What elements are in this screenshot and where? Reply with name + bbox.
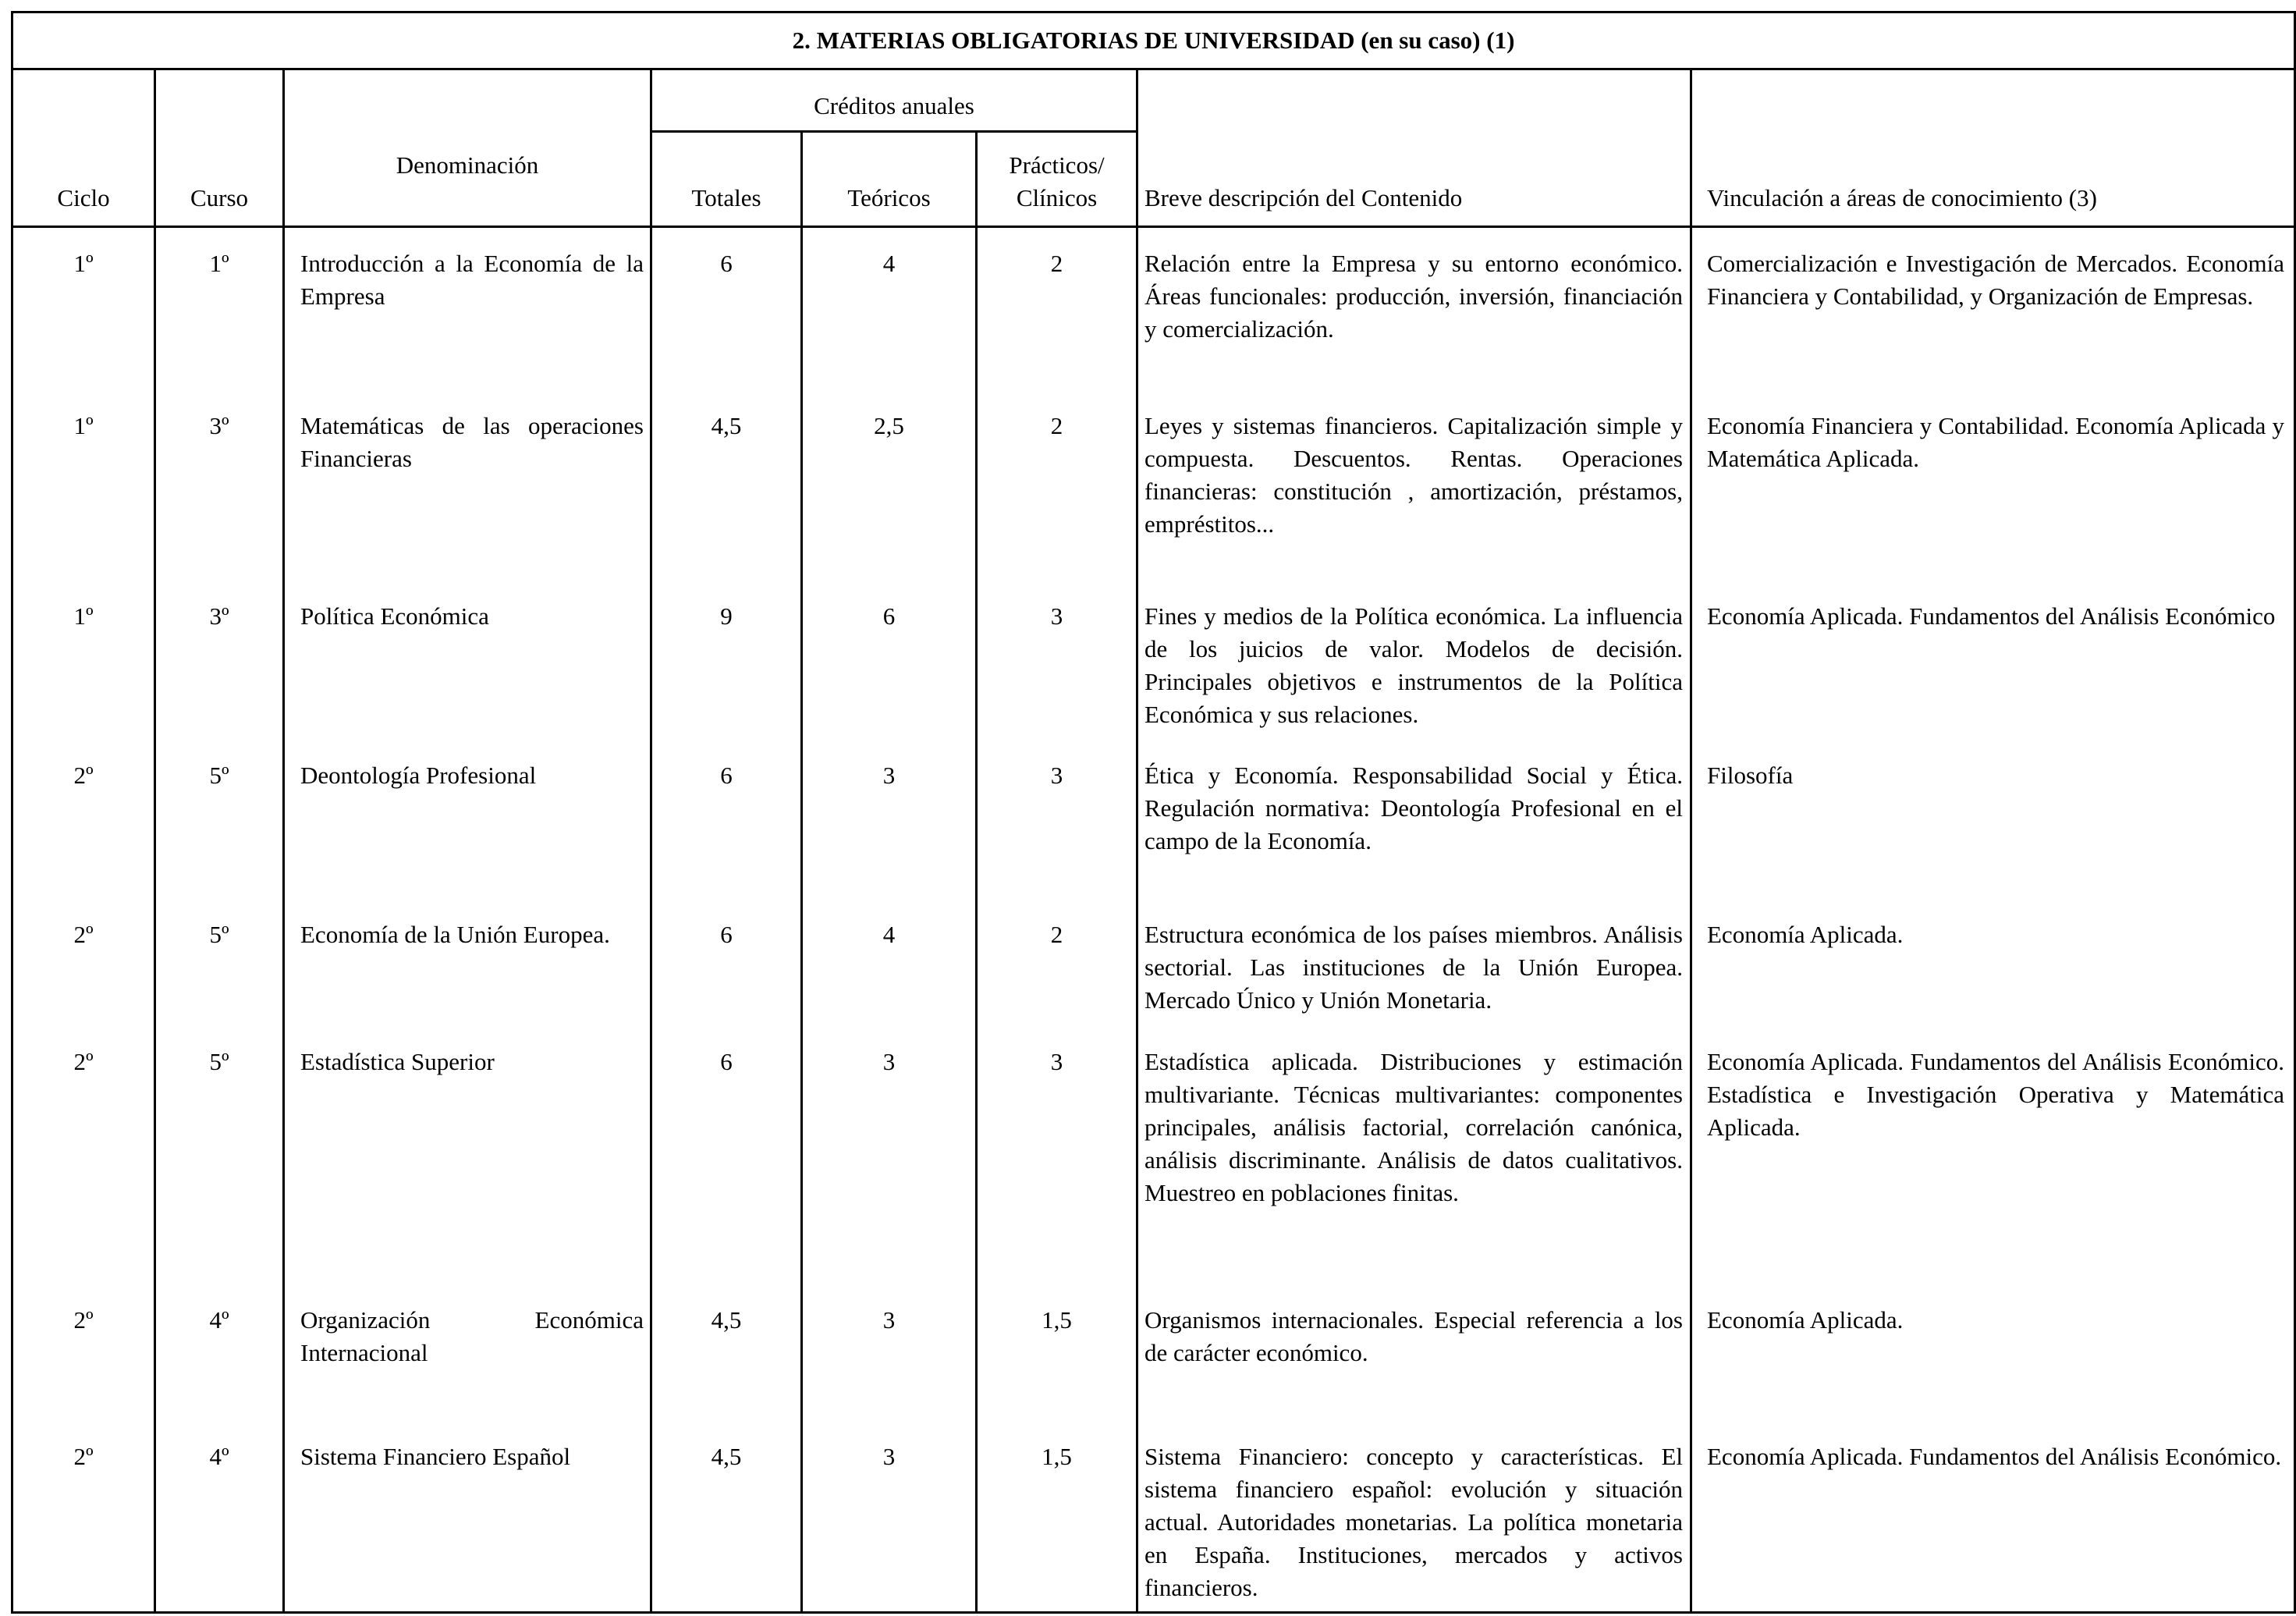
cell-totales: 4,5: [711, 412, 742, 439]
cell-descripcion: Ética y Economía. Responsabilidad Social y Ética. Regulación normativa: Deontología Profesional en el campo de la Economía.: [1144, 762, 1683, 854]
cell-curso: 5º: [209, 1048, 229, 1075]
cell-ciclo: 2º: [73, 762, 94, 789]
cell-denominacion: Matemáticas de las operaciones Financieras: [300, 412, 644, 472]
cell-teoricos: 4: [882, 250, 896, 277]
header-totales: Totales: [691, 184, 761, 211]
table-title: 2. MATERIAS OBLIGATORIAS DE UNIVERSIDAD (en su caso) (1): [13, 13, 2294, 70]
cell-ciclo: 1º: [73, 602, 94, 630]
cell-denominacion: Política Económica: [300, 602, 489, 630]
header-ciclo: Ciclo: [57, 184, 110, 211]
cell-vinculacion: Economía Aplicada. Fundamentos del Análisis Económico: [1707, 602, 2276, 630]
cell-descripcion: Leyes y sistemas financieros. Capitalización simple y compuesta. Descuentos. Rentas. Operaciones financieras: constitución , amortización, préstamos, empréstitos...: [1144, 412, 1683, 538]
creditos-subheader-divider: [650, 130, 1136, 133]
cell-vinculacion: Economía Aplicada.: [1707, 921, 1904, 948]
col-sep-denominacion-totales: [650, 70, 652, 1614]
cell-descripcion: Relación entre la Empresa y su entorno económico. Áreas funcionales: producción, inversión, financiación y comercialización.: [1144, 250, 1683, 343]
cell-totales: 4,5: [711, 1306, 742, 1334]
cell-practicos: 2: [1050, 250, 1063, 277]
col-sep-curso-denominacion: [282, 70, 285, 1614]
cell-ciclo: 1º: [73, 250, 94, 277]
cell-curso: 1º: [209, 250, 229, 277]
cell-totales: 6: [720, 921, 733, 948]
cell-teoricos: 3: [882, 1048, 896, 1075]
col-sep-practicos-descripcion: [1136, 70, 1138, 1614]
cell-practicos: 3: [1050, 1048, 1063, 1075]
col-sep-descripcion-vinculacion: [1690, 70, 1692, 1614]
cell-denominacion: Economía de la Unión Europea.: [300, 921, 610, 948]
cell-curso: 4º: [209, 1306, 229, 1334]
cell-teoricos: 3: [882, 1443, 896, 1470]
header-divider: [13, 226, 2294, 228]
cell-teoricos: 4: [882, 921, 896, 948]
cell-practicos: 2: [1050, 412, 1063, 439]
cell-vinculacion: Filosofía: [1707, 762, 1794, 789]
cell-denominacion: Organización Económica Internacional: [300, 1306, 644, 1366]
cell-vinculacion: Economía Financiera y Contabilidad. Economía Aplicada y Matemática Aplicada.: [1707, 412, 2284, 472]
cell-ciclo: 2º: [73, 1306, 94, 1334]
cell-denominacion: Estadística Superior: [300, 1048, 495, 1075]
cell-practicos: 1,5: [1042, 1443, 1072, 1470]
cell-practicos: 2: [1050, 921, 1063, 948]
cell-descripcion: Sistema Financiero: concepto y características. El sistema financiero español: evolución y situación actual. Autoridades monetarias. La política monetaria en España. Instituciones, mercados y activos financieros.: [1144, 1443, 1683, 1601]
cell-totales: 4,5: [711, 1443, 742, 1470]
cell-teoricos: 3: [882, 1306, 896, 1334]
header-teoricos: Teóricos: [847, 184, 931, 211]
cell-practicos: 3: [1050, 602, 1063, 630]
header-practicos-line1: Prácticos/: [1009, 151, 1105, 179]
cell-denominacion: Sistema Financiero Español: [300, 1443, 571, 1470]
cell-practicos: 1,5: [1042, 1306, 1072, 1334]
cell-curso: 4º: [209, 1443, 229, 1470]
header-descripcion: Breve descripción del Contenido: [1144, 184, 1463, 211]
cell-totales: 9: [720, 602, 733, 630]
cell-teoricos: 2,5: [874, 412, 904, 439]
cell-curso: 3º: [209, 602, 229, 630]
header-vinculacion: Vinculación a áreas de conocimiento (3): [1707, 184, 2097, 211]
cell-ciclo: 2º: [73, 1443, 94, 1470]
cell-ciclo: 1º: [73, 412, 94, 439]
cell-ciclo: 2º: [73, 1048, 94, 1075]
col-sep-teoricos-practicos: [975, 130, 978, 1614]
cell-descripcion: Estadística aplicada. Distribuciones y estimación multivariante. Técnicas multivariantes: componentes principales, análisis factorial, correlación canónica, análisis discriminante. Análisis de datos cualitativos. Muestreo en poblaciones finitas.: [1144, 1048, 1683, 1206]
cell-teoricos: 6: [882, 602, 896, 630]
cell-totales: 6: [720, 762, 733, 789]
cell-curso: 5º: [209, 762, 229, 789]
cell-practicos: 3: [1050, 762, 1063, 789]
cell-vinculacion: Comercialización e Investigación de Mercados. Economía Financiera y Contabilidad, y Organización de Empresas.: [1707, 250, 2284, 310]
col-sep-ciclo-curso: [154, 70, 156, 1614]
document-table: [11, 11, 2296, 1614]
cell-denominacion: Deontología Profesional: [300, 762, 537, 789]
header-practicos-line2: Clínicos: [1016, 184, 1098, 211]
cell-curso: 5º: [209, 921, 229, 948]
cell-teoricos: 3: [882, 762, 896, 789]
cell-totales: 6: [720, 250, 733, 277]
cell-descripcion: Fines y medios de la Política económica. La influencia de los juicios de valor. Modelos de decisión. Principales objetivos e instrumentos de la Política Económica y sus relaciones.: [1144, 602, 1683, 728]
cell-vinculacion: Economía Aplicada.: [1707, 1306, 1904, 1334]
header-creditos-anuales: Créditos anuales: [814, 92, 974, 119]
cell-curso: 3º: [209, 412, 229, 439]
header-curso: Curso: [190, 184, 249, 211]
cell-totales: 6: [720, 1048, 733, 1075]
cell-denominacion: Introducción a la Economía de la Empresa: [300, 250, 644, 310]
cell-descripcion: Organismos internacionales. Especial referencia a los de carácter económico.: [1144, 1306, 1683, 1366]
cell-vinculacion: Economía Aplicada. Fundamentos del Análisis Económico. Estadística e Investigación Operativa y Matemática Aplicada.: [1707, 1048, 2284, 1141]
cell-descripcion: Estructura económica de los países miembros. Análisis sectorial. Las instituciones de la Unión Europea. Mercado Único y Unión Monetaria.: [1144, 921, 1683, 1014]
header-denominacion: Denominación: [396, 151, 539, 179]
cell-ciclo: 2º: [73, 921, 94, 948]
cell-vinculacion: Economía Aplicada. Fundamentos del Análisis Económico.: [1707, 1443, 2282, 1470]
col-sep-totales-teoricos: [800, 130, 803, 1614]
